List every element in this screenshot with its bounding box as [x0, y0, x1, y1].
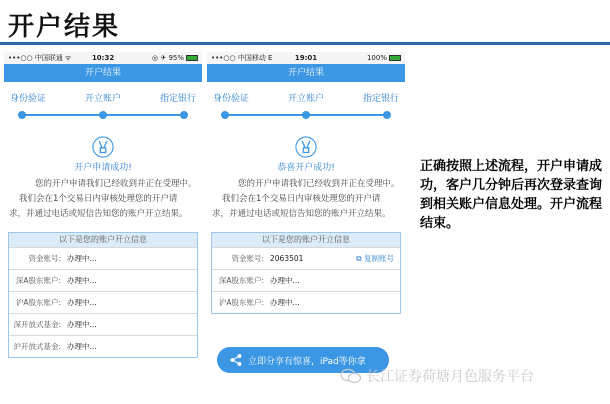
nav-title: 开户结果 [4, 64, 202, 82]
copy-account-button[interactable]: ⧉ 复制账号 [356, 254, 394, 263]
step-bank: 指定银行 [159, 94, 196, 104]
battery-icon [186, 55, 198, 61]
progress-dot [302, 111, 310, 119]
progress-dot [221, 111, 229, 119]
step-progress [225, 108, 387, 122]
table-row: 深开放式基金: 办理中... [9, 313, 197, 335]
progress-dot [99, 111, 107, 119]
step-labels [4, 91, 202, 104]
step-bank: 指定银行 [362, 94, 399, 104]
step-open-account: 开立账户 [287, 94, 324, 104]
progress-dot [180, 111, 188, 119]
table-row: 资金账号: 2063501 ⧉ 复制账号 [212, 247, 400, 269]
phone-screenshot-1 [4, 52, 202, 400]
status-battery-text: ◎ ✈ 95% [135, 54, 198, 62]
table-row: 深A股东账户: 办理中... [9, 269, 197, 291]
progress-dot [383, 111, 391, 119]
step-open-account: 开立账户 [84, 94, 121, 104]
nav-title: 开户结果 [207, 64, 405, 82]
slide-title: 开户结果 [8, 12, 121, 42]
status-battery-text: 100% [338, 54, 401, 62]
watermark: 长江证券荷塘月色服务平台 [340, 366, 534, 386]
account-info-panel [8, 232, 198, 358]
table-row: 沪A股东账户: 办理中... [212, 291, 400, 313]
share-button-label: 立即分享有惊喜，iPad等你拿 [248, 356, 366, 367]
step-identity: 身份验证 [213, 94, 250, 104]
table-row: 资金账号: 办理中... [9, 247, 197, 269]
status-time: 10:32 [91, 54, 115, 62]
slide-description: 正确按照上述流程，开户申请成功，客户几分钟后再次登录查询到相关账户信息处理。开户流程结束。 [420, 159, 603, 231]
success-message: 您的开户申请我们已经收到并正在受理中。 我们会在1个交易日内审核处理您的开户请 求，并通过电话或短信告知您的账户开立结果。 [9, 179, 197, 219]
step-labels [207, 91, 405, 104]
step-identity: 身份验证 [10, 94, 47, 104]
status-bar [207, 52, 405, 64]
table-row: 深A股东账户: 办理中... [212, 269, 400, 291]
victory-hand-icon [295, 136, 317, 158]
status-bar [4, 52, 202, 64]
title-divider [0, 42, 610, 45]
status-time: 19:01 [294, 54, 318, 62]
account-info-header: 以下是您的账户开立信息 [212, 233, 400, 247]
wechat-icon [340, 368, 362, 384]
battery-icon [389, 55, 401, 61]
account-info-panel [211, 232, 401, 314]
step-progress [22, 108, 184, 122]
share-icon [229, 353, 243, 367]
success-title: 开户申请成功! [74, 163, 132, 173]
account-info-header: 以下是您的账户开立信息 [9, 233, 197, 247]
success-title: 恭喜开户成功! [277, 163, 335, 173]
status-carrier: •••○○ 中国联通 ᯤ [8, 54, 72, 62]
table-row: 沪A股东账户: 办理中... [9, 291, 197, 313]
progress-dot [18, 111, 26, 119]
victory-hand-icon [92, 136, 114, 158]
table-row: 沪开放式基金: 办理中... [9, 335, 197, 357]
success-message: 您的开户申请我们已经收到并正在受理中。 我们会在1个交易日内审核处理您的开户请 求，并通过电话或短信告知您的账户开立结果。 [212, 179, 400, 219]
status-carrier: •••○○ 中国移动 E [211, 54, 273, 62]
